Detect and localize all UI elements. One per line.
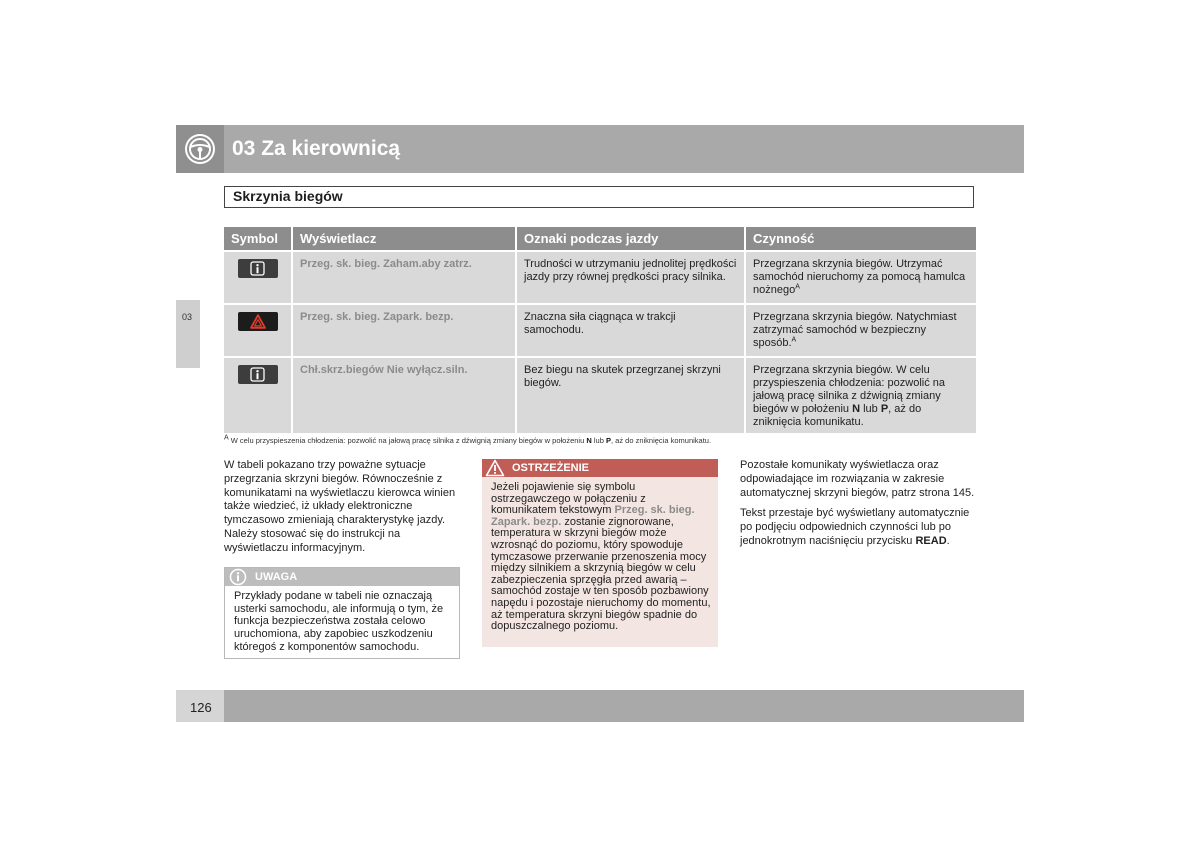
right-column — [740, 459, 976, 556]
table-row — [224, 304, 976, 357]
signs-text: Trudności w utrzymaniu jednolitej prędkości jazdy przy równej prędkości pracy silnika. — [516, 251, 745, 304]
warning-title: OSTRZEŻENIE — [512, 462, 590, 474]
warning-triangle-icon — [485, 459, 505, 477]
message-table — [224, 227, 976, 433]
footer-bar — [224, 690, 1024, 722]
right-paragraph-2-c: . — [946, 534, 950, 547]
header-action: Czynność — [745, 227, 976, 251]
footnote-ref: A — [791, 336, 797, 344]
action-text: Przegrzana skrzynia biegów. Utrzymać samochód nieruchomy za pomocą hamulca nożnego — [753, 258, 966, 296]
table-header-row — [224, 227, 976, 251]
info-symbol-icon — [238, 365, 278, 384]
action-text-c: lub — [860, 403, 881, 415]
note-header — [225, 568, 459, 586]
gear-p: P — [880, 403, 889, 415]
note-title: UWAGA — [255, 571, 298, 583]
action-text: Przegrzana skrzynia biegów. Natychmiast zatrzymać samochód w bezpieczny sposób. — [753, 311, 957, 349]
section-title: Skrzynia biegów — [233, 188, 343, 204]
header-signs: Oznaki podczas jazdy — [516, 227, 745, 251]
warning-text — [491, 482, 711, 633]
warning-box — [482, 459, 718, 647]
symbol-cell — [224, 251, 292, 304]
symbol-cell — [224, 357, 292, 433]
warning-triangle-icon — [238, 312, 278, 331]
action-cell — [745, 357, 976, 433]
footnote-marker: A — [224, 434, 229, 442]
footnote-text-a: W celu przyspieszenia chłodzenia: pozwolić na jałową pracę silnika z dźwignią zmiany biegów w położeniu — [228, 436, 587, 445]
action-text-a: Przegrzana skrzynia biegów. W celu przyspieszenia chłodzenia: pozwolić na jałową pracę silnika z dźwignią zmiany biegów w położeniu — [753, 364, 945, 415]
steering-wheel-icon — [184, 133, 216, 165]
right-paragraph-1: Pozostałe komunikaty wyświetlacza oraz odpowiadające im rozwiązania w zakresie automatycznej skrzyni biegów, patrz strona 145. — [740, 459, 975, 499]
warning-header — [482, 459, 718, 477]
note-box — [224, 567, 460, 659]
intro-paragraph: W tabeli pokazano trzy poważne sytuacje przegrzania skrzyni biegów. Równocześnie z komunikatami na wyświetlaczu kierowca winien także wiedzieć, iż układy elektroniczne tymczasowo zmieniają charakterystykę jazdy. Należy stosować się do instrukcji na wyświetlaczu informacyjnym. — [224, 459, 456, 554]
action-cell — [745, 304, 976, 357]
action-text-e: , aż do zniknięcia komunikatu. — [753, 403, 922, 428]
warning-text-a: Jeżeli pojawienie się symbolu ostrzegawczego w połączeniu z komunikatem tekstowym — [491, 481, 646, 517]
intro-column — [224, 459, 460, 556]
footnote-gear-p: P — [605, 436, 611, 445]
read-button-label: READ — [915, 534, 947, 547]
footnote-text-b: lub — [591, 436, 606, 445]
section-title-box — [224, 186, 974, 208]
page-number-box — [176, 690, 224, 722]
signs-text: Bez biegu na skutek przegrzanej skrzyni biegów. — [516, 357, 745, 433]
signs-text: Znaczna siła ciągnąca w trakcji samochodu. — [516, 304, 745, 357]
warning-text-b: zostanie zignorowane, temperatura w skrzyni biegów może wzrosnąć do poziomu, który spowoduje tymczasowe przerwanie przenoszenia mocy między silnikiem a skrzynią biegów w celu zabezpieczenia sprzęgła przed awarią – samochód zostaje w ten sposób pozbawiony napędu i pozostaje nieruchomy do momentu, aż temperatura skrzyni biegów spadnie do dopuszczalnego poziomu. — [491, 515, 711, 633]
page-number: 126 — [190, 700, 212, 715]
chapter-icon-box — [176, 125, 224, 173]
footnote-text-c: , aż do zniknięcia komunikatu. — [610, 436, 712, 445]
warning-highlight: Przeg. sk. bieg. Zapark. bezp. — [491, 504, 695, 528]
right-paragraph-2 — [740, 507, 976, 548]
chapter-side-tab — [176, 300, 200, 368]
display-text: Chł.skrz.biegów Nie wyłącz.siln. — [292, 357, 516, 433]
note-text: Przykłady podane w tabeli nie oznaczają usterki samochodu, ale informują o tym, że funkcja bezpieczeństwa została celowo uruchomiona, aby zapobiec uszkodzeniu któregoś z komponentów samochodu. — [234, 590, 444, 653]
display-text: Przeg. sk. bieg. Zapark. bezp. — [292, 304, 516, 357]
table-row — [224, 251, 976, 304]
right-paragraph-2-a: Tekst przestaje być wyświetlany automatycznie po podjęciu odpowiednich czynności lub po jednokrotnym naciśnięciu przycisku — [740, 507, 970, 547]
chapter-title: 03 Za kierownicą — [232, 137, 401, 160]
side-tab-label: 03 — [182, 312, 193, 322]
header-symbol: Symbol — [224, 227, 292, 251]
info-circle-icon — [229, 568, 247, 586]
footnote-ref: A — [795, 283, 800, 291]
info-symbol-icon — [238, 259, 278, 278]
gear-n: N — [852, 403, 861, 415]
action-cell — [745, 251, 976, 304]
header-display: Wyświetlacz — [292, 227, 516, 251]
footnote-gear-n: N — [586, 436, 592, 445]
table-row — [224, 357, 976, 433]
symbol-cell — [224, 304, 292, 357]
table-footnote — [224, 436, 711, 445]
display-text: Przeg. sk. bieg. Zaham.aby zatrz. — [292, 251, 516, 304]
